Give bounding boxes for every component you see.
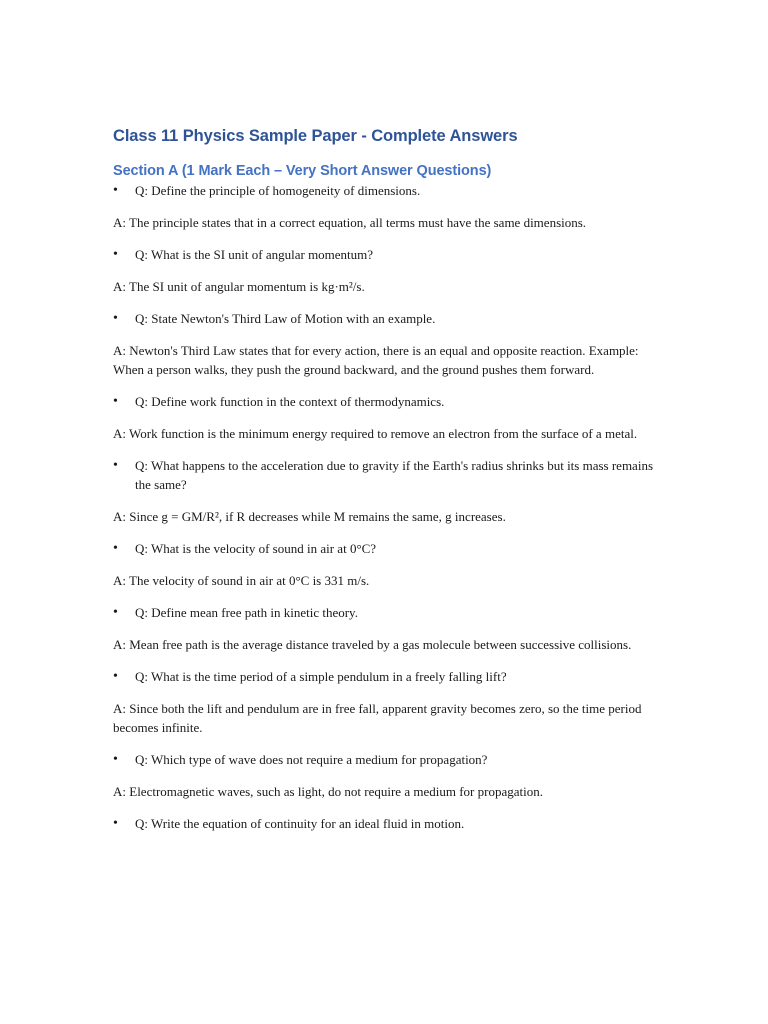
section-heading: Section A (1 Mark Each – Very Short Answer Questions) — [113, 163, 492, 179]
question-text: Q: What is the SI unit of angular momentum? — [135, 247, 374, 262]
question-item — [113, 814, 658, 833]
question-text: Q: What happens to the acceleration due to gravity if the Earth's radius shrinks but its mass remains the same? — [135, 458, 654, 492]
answer-text: A: Electromagnetic waves, such as light, do not require a medium for propagation. — [113, 784, 543, 799]
question-item — [113, 539, 658, 558]
answer-text: A: Since both the lift and pendulum are in free fall, apparent gravity becomes zero, so the time period becomes infinite. — [113, 701, 642, 735]
question-item — [113, 750, 658, 769]
bullet-icon: • — [113, 394, 118, 409]
question-text: Q: Define the principle of homogeneity of dimensions. — [135, 183, 421, 198]
bullet-icon: • — [113, 752, 118, 767]
bullet-icon: • — [113, 816, 118, 831]
bullet-icon: • — [113, 541, 118, 556]
question-item — [113, 667, 658, 686]
answer-text: A: Mean free path is the average distance traveled by a gas molecule between successive collisions. — [113, 637, 632, 652]
question-item — [113, 181, 658, 200]
bullet-icon: • — [113, 183, 118, 198]
question-item — [113, 392, 658, 411]
bullet-icon: • — [113, 605, 118, 620]
question-item — [113, 245, 658, 264]
answer-text: A: Since g = GM/R², if R decreases while M remains the same, g increases. — [113, 509, 506, 524]
question-text: Q: What is the velocity of sound in air at 0°C? — [135, 541, 377, 556]
question-item — [113, 456, 658, 494]
answer-text: A: The principle states that in a correct equation, all terms must have the same dimensions. — [113, 215, 587, 230]
question-text: Q: State Newton's Third Law of Motion with an example. — [135, 311, 436, 326]
question-text: Q: Which type of wave does not require a medium for propagation? — [135, 752, 488, 767]
qa-list — [113, 181, 658, 833]
page-title: Class 11 Physics Sample Paper - Complete Answers — [113, 127, 518, 145]
answer-text: A: Newton's Third Law states that for every action, there is an equal and opposite reaction. Example: When a person walks, they push the ground backward, and the ground pushes them forward. — [113, 343, 639, 377]
question-text: Q: Write the equation of continuity for an ideal fluid in motion. — [135, 816, 465, 831]
answer-text: A: The velocity of sound in air at 0°C is 331 m/s. — [113, 573, 370, 588]
question-item — [113, 603, 658, 622]
question-item — [113, 309, 658, 328]
document-page — [113, 126, 658, 833]
bullet-icon: • — [113, 458, 118, 473]
answer-text: A: The SI unit of angular momentum is kg·m²/s. — [113, 279, 365, 294]
question-text: Q: Define mean free path in kinetic theory. — [135, 605, 358, 620]
bullet-icon: • — [113, 311, 118, 326]
question-text: Q: Define work function in the context of thermodynamics. — [135, 394, 445, 409]
bullet-icon: • — [113, 669, 118, 684]
bullet-icon: • — [113, 247, 118, 262]
answer-text: A: Work function is the minimum energy required to remove an electron from the surface of a metal. — [113, 426, 638, 441]
question-text: Q: What is the time period of a simple pendulum in a freely falling lift? — [135, 669, 507, 684]
